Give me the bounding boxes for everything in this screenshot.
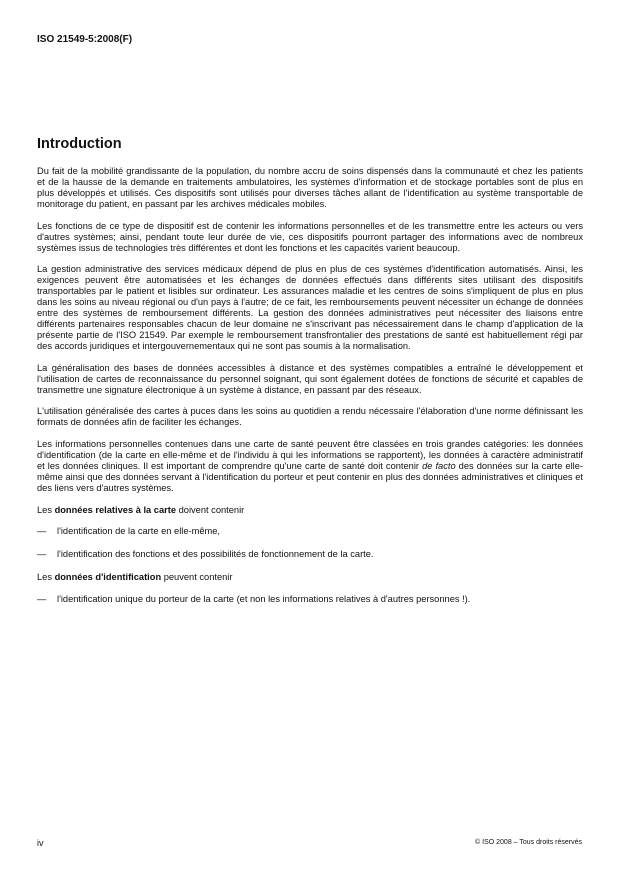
id-data-intro	[37, 572, 583, 583]
text: peuvent contenir	[161, 572, 233, 583]
paragraph: La généralisation des bases de données accessibles à distance et des systèmes compatibles a entraîné le développement et l'utilisation de cartes de reconnaissance du personnel soignant, qui sont également dotées de fonctions de sécurité et capables de transmettre une signature électronique à un système à distance, en passant par des réseaux.	[37, 362, 583, 395]
list-item-text: l'identification unique du porteur de la carte (et non les informations relatives à d'autres personnes !).	[57, 593, 471, 604]
list-item-text: l'identification des fonctions et des possibilités de fonctionnement de la carte.	[57, 549, 374, 560]
text: des données sur la carte elle-même ainsi que des données servant à l'identification du porteur et peut contenir en plus des données administratives et cliniques et des liens vers d'autres systèmes.	[37, 460, 583, 493]
dash-bullet: —	[37, 549, 47, 560]
bold-term: données relatives à la carte	[54, 504, 177, 515]
list-item	[37, 526, 583, 537]
list-item	[37, 549, 583, 560]
document-header: ISO 21549-5:2008(F)	[37, 34, 133, 45]
bold-term: données d'identification	[54, 572, 162, 583]
copyright: © ISO 2008 – Tous droits réservés	[475, 839, 582, 846]
section-title: Introduction	[37, 136, 122, 152]
page-number: iv	[37, 838, 44, 848]
list-item	[37, 594, 583, 605]
dash-bullet: —	[37, 526, 47, 537]
italic-text: de facto	[422, 460, 456, 471]
text: doivent contenir	[176, 504, 245, 515]
text: Les informations personnelles contenues dans une carte de santé peuvent être classées en trois grandes catégories: les données d'identification (de la carte en elle-même et de l'individu à qui les informations se rapportent), les données à caractère administratif et les données cliniques. Il est important de comprendre qu'une carte de santé doit contenir	[37, 438, 583, 471]
paragraph	[37, 439, 583, 494]
dash-bullet: —	[37, 593, 47, 604]
paragraph: Les fonctions de ce type de dispositif est de contenir les informations personnelles et de les transmettre entre les acteurs ou vers d'autres systèmes; ainsi, pendant toute leur durée de vie, ces dispositifs pourront partager des informations avec de nombreux systèmes issus de technologies très différentes et dont les fonctions et les capacités varient beaucoup.	[37, 220, 583, 253]
paragraph: L'utilisation généralisée des cartes à puces dans les soins au quotidien a rendu nécessaire l'élaboration d'une norme définissant les formats de données afin de faciliter les échanges.	[37, 406, 583, 428]
text: Les	[37, 572, 55, 583]
card-data-intro	[37, 505, 583, 516]
list-item-text: l'identification de la carte en elle-même,	[57, 526, 221, 537]
paragraph: La gestion administrative des services médicaux dépend de plus en plus de ces systèmes d'identification automatisés. Ainsi, les exigences peuvent être automatisées et les échanges de données effectués dans différents sites utilisant des dispositifs transportables par le patient et lisibles sur ordinateur. Les assurances maladie et les centres de soins s'impliquent de plus en plus dans les soins au niveau régional ou d'un pays à l'autre; de ce fait, les remboursements peuvent nécessiter un échange de données entre des systèmes de remboursement différents. La gestion des données administratives peut nécessiter des liaisons entre différents partenaires responsables chacun de leur domaine ne s'inscrivant pas nécessairement dans le champ d'application de la présente partie de l'ISO 21549. Par exemple le remboursement transfrontalier des prestations de santé est habituellement régi par des accords juridiques et intergouvernementaux qui ne sont pas soumis à la normalisation.	[37, 264, 583, 352]
document-body	[37, 166, 583, 617]
paragraph: Du fait de la mobilité grandissante de la population, du nombre accru de soins dispensés dans la communauté et chez les patients et de la hausse de la demande en traitements ambulatoires, les systèmes d'information et de stockage portables sont de plus en plus développés et utilisés. Ces dispositifs sont utilisés pour diverses tâches allant de l'identification au système transportable de monitorage du patient, en passant par les archives médicales mobiles.	[37, 166, 583, 209]
text: Les	[37, 504, 55, 515]
